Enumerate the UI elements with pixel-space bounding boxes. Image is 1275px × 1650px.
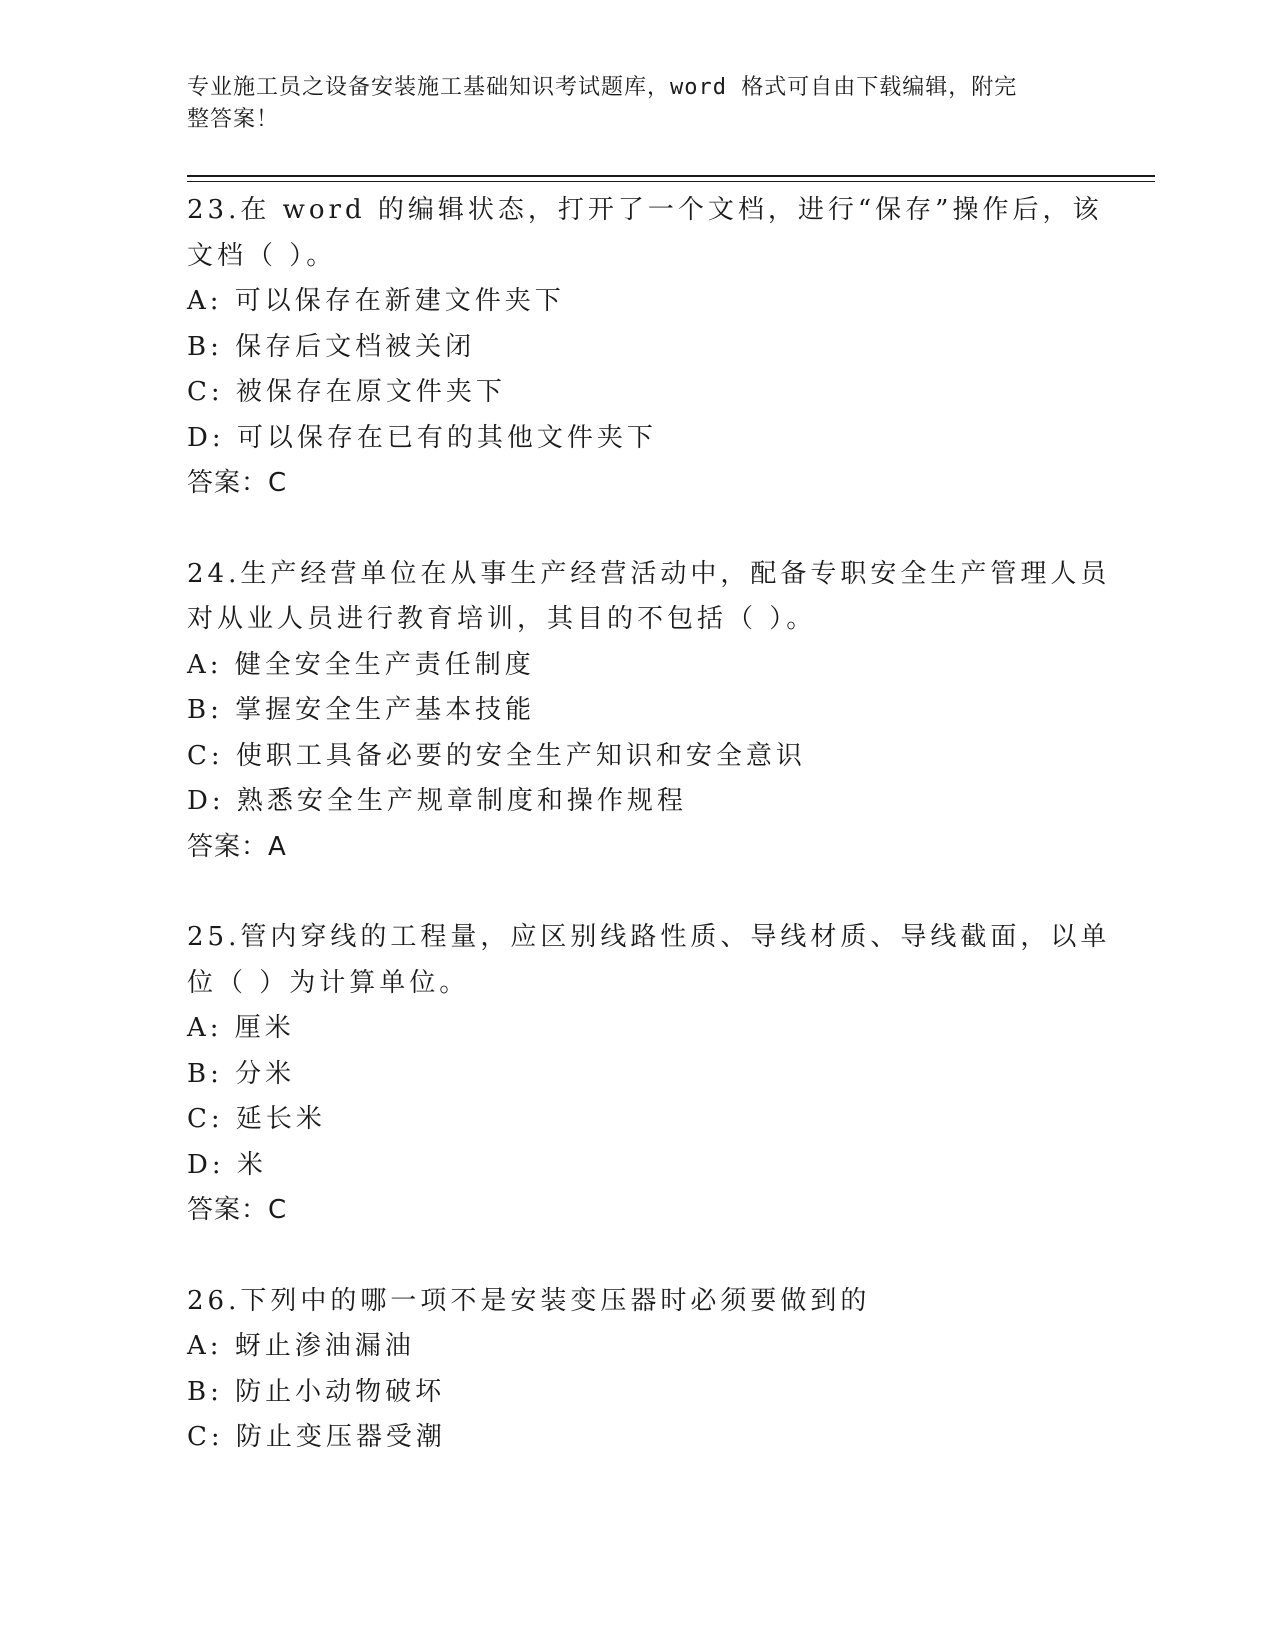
- header-line-1: 专业施工员之设备安装施工基础知识考试题库，word 格式可自由下载编辑，附完: [187, 75, 1018, 100]
- option-c: C: 被保存在原文件夹下: [187, 377, 506, 407]
- question-list: [187, 188, 1111, 1506]
- header-line-2: 整答案！: [187, 107, 280, 132]
- option-b: B: 分米: [187, 1058, 296, 1089]
- option-c: C: 延长米: [187, 1104, 326, 1134]
- option-b: B: 防止小动物破坏: [187, 1376, 446, 1407]
- option-a: A: 可以保存在新建文件夹下: [187, 286, 565, 316]
- option-b: B: 保存后文档被关闭: [187, 331, 476, 362]
- option-d: D: 熟悉安全生产规章制度和操作规程: [187, 786, 687, 816]
- question-25: [187, 915, 1111, 1234]
- header-divider-thin: [187, 181, 1155, 182]
- question-23: [187, 188, 1103, 507]
- question-24: [187, 552, 1111, 871]
- answer-line: 答案：A: [187, 831, 287, 862]
- question-stem-line: 24.生产经营单位在从事生产经营活动中，配备专职安全生产管理人员: [187, 558, 1111, 589]
- answer-line: 答案：C: [187, 1195, 288, 1225]
- question-stem-line: 26.下列中的哪一项不是安装变压器时必须要做到的: [187, 1285, 871, 1316]
- header-divider-thick: [187, 175, 1155, 177]
- question-stem-line: 25.管内穿线的工程量，应区别线路性质、导线材质、导线截面，以单: [187, 922, 1111, 952]
- option-a: A: 蚜止渗油漏油: [187, 1331, 415, 1361]
- question-stem-line: 文档（ ）。: [187, 240, 337, 271]
- option-a: A: 健全安全生产责任制度: [187, 649, 535, 680]
- document-header: [187, 72, 1067, 136]
- question-stem-line: 对从业人员进行教育培训，其目的不包括（ ）。: [187, 604, 817, 634]
- option-a: A: 厘米: [187, 1013, 295, 1043]
- question-stem-line: 23.在 word 的编辑状态，打开了一个文档，进行“保存”操作后，该: [187, 195, 1103, 225]
- option-c: C: 防止变压器受潮: [187, 1422, 446, 1452]
- answer-line: 答案：C: [187, 468, 288, 498]
- option-c: C: 使职工具备必要的安全生产知识和安全意识: [187, 740, 806, 771]
- option-d: D: 米: [187, 1149, 267, 1180]
- option-d: D: 可以保存在已有的其他文件夹下: [187, 422, 657, 453]
- question-stem-line: 位（ ）为计算单位。: [187, 967, 470, 998]
- question-26: [187, 1279, 1087, 1461]
- option-b: B: 掌握安全生产基本技能: [187, 695, 536, 725]
